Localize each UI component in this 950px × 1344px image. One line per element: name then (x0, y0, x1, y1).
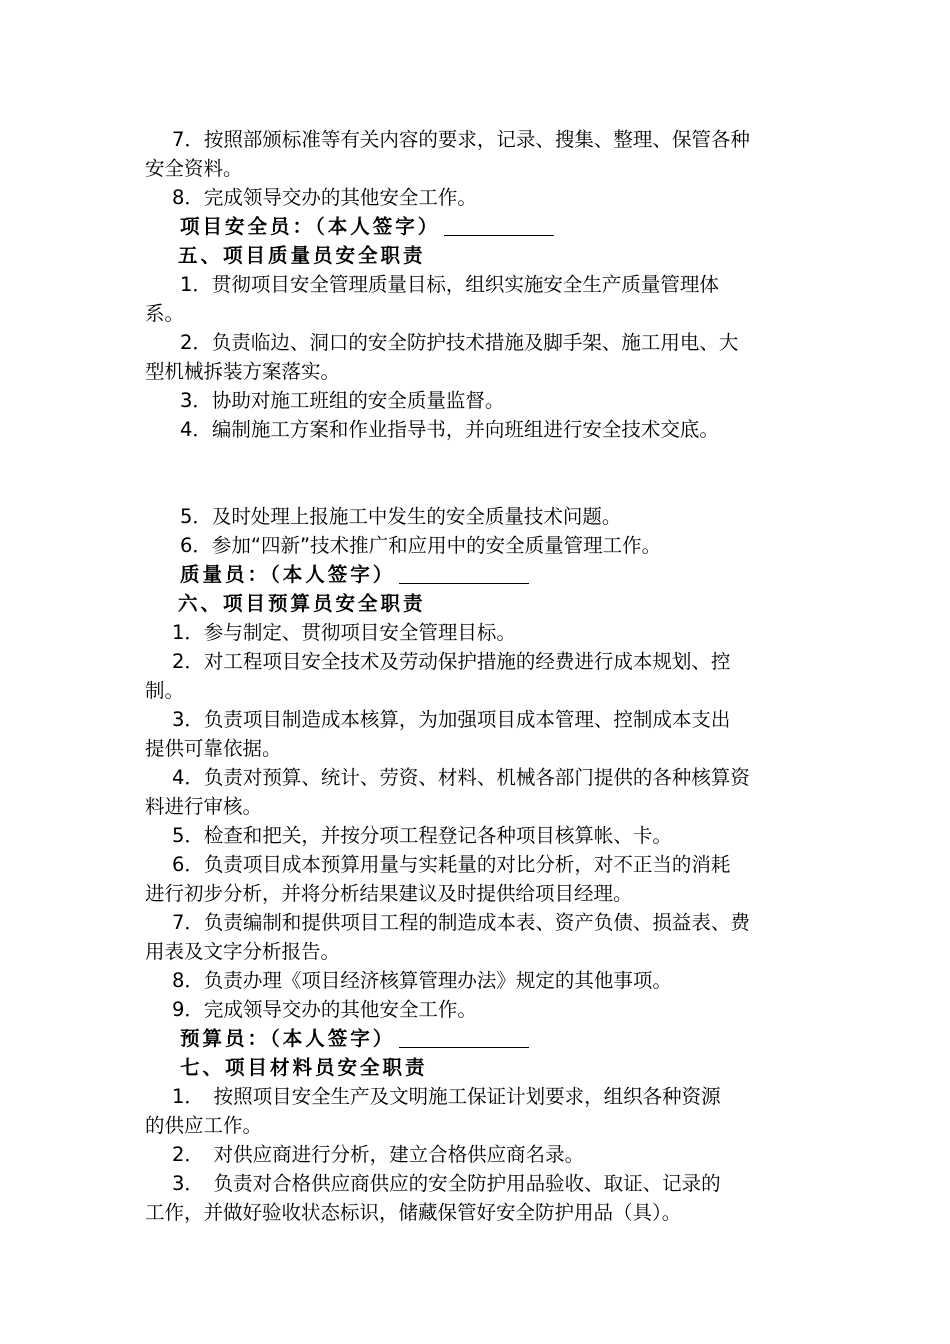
text-line: 2． 对供应商进行分析，建立合格供应商名录。 (172, 1143, 585, 1166)
text-line: 工作，并做好验收状态标识，储藏保管好安全防护用品（具）。 (145, 1201, 682, 1224)
text-line: 用表及文字分析报告。 (145, 940, 341, 963)
text-line: 型机械拆装方案落实。 (145, 360, 341, 383)
text-line: 1．贯彻项目安全管理质量目标，组织实施安全生产质量管理体 (180, 273, 719, 296)
signature-blank (399, 563, 529, 584)
text-line: 4．编制施工方案和作业指导书，并向班组进行安全技术交底。 (180, 418, 719, 441)
signature-line (180, 560, 845, 590)
text-line: 的供应工作。 (145, 1114, 263, 1137)
text-line: 2．对工程项目安全技术及劳动保护措施的经费进行成本规划、控 (172, 650, 731, 673)
text-line: 5．及时处理上报施工中发生的安全质量技术问题。 (180, 505, 622, 528)
text-line: 提供可靠依据。 (145, 737, 282, 760)
text-line: 5．检查和把关，并按分项工程登记各种项目核算帐、卡。 (172, 824, 672, 847)
text-line: 7．按照部颁标准等有关内容的要求，记录、搜集、整理、保管各种 (172, 128, 750, 151)
signature-label: 质量员：（本人签字） (180, 563, 396, 586)
text-line: 1． 按照项目安全生产及文明施工保证计划要求，组织各种资源 (172, 1085, 721, 1108)
section-heading: 七、项目材料员安全职责 (180, 1056, 428, 1079)
text-line: 7．负责编制和提供项目工程的制造成本表、资产负债、损益表、费 (172, 911, 750, 934)
text-line: 4．负责对预算、统计、劳资、材料、机械各部门提供的各种核算资 (172, 766, 750, 789)
text-line: 1．参与制定、贯彻项目安全管理目标。 (172, 621, 516, 644)
section-heading: 六、项目预算员安全职责 (178, 592, 426, 615)
text-line: 6．负责项目成本预算用量与实耗量的对比分析，对不正当的消耗 (172, 853, 731, 876)
signature-label: 预算员：（本人签字） (180, 1027, 396, 1050)
signature-blank (444, 215, 554, 236)
text-line: 6．参加“四新”技术推广和应用中的安全质量管理工作。 (180, 534, 662, 557)
text-line: 3．协助对施工班组的安全质量监督。 (180, 389, 505, 412)
text-line: 3．负责项目制造成本核算，为加强项目成本管理、控制成本支出 (172, 708, 731, 731)
text-line: 系。 (145, 302, 185, 325)
text-line: 料进行审核。 (145, 795, 263, 818)
text-line: 8．负责办理《项目经济核算管理办法》规定的其他事项。 (172, 969, 672, 992)
signature-line (180, 1024, 845, 1054)
text-line: 9．完成领导交办的其他安全工作。 (172, 998, 477, 1021)
section-heading: 五、项目质量员安全职责 (178, 244, 426, 267)
text-line: 安全资料。 (145, 157, 243, 180)
text-line: 制。 (145, 679, 185, 702)
signature-blank (399, 1027, 529, 1048)
text-line: 进行初步分析，并将分析结果建议及时提供给项目经理。 (145, 882, 633, 905)
text-line: 8．完成领导交办的其他安全工作。 (172, 186, 477, 209)
text-line: 3． 负责对合格供应商供应的安全防护用品验收、取证、记录的 (172, 1172, 721, 1195)
text-line: 2．负责临边、洞口的安全防护技术措施及脚手架、施工用电、大 (180, 331, 739, 354)
signature-line (180, 212, 845, 242)
signature-label: 项目安全员：（本人签字） (180, 215, 441, 238)
